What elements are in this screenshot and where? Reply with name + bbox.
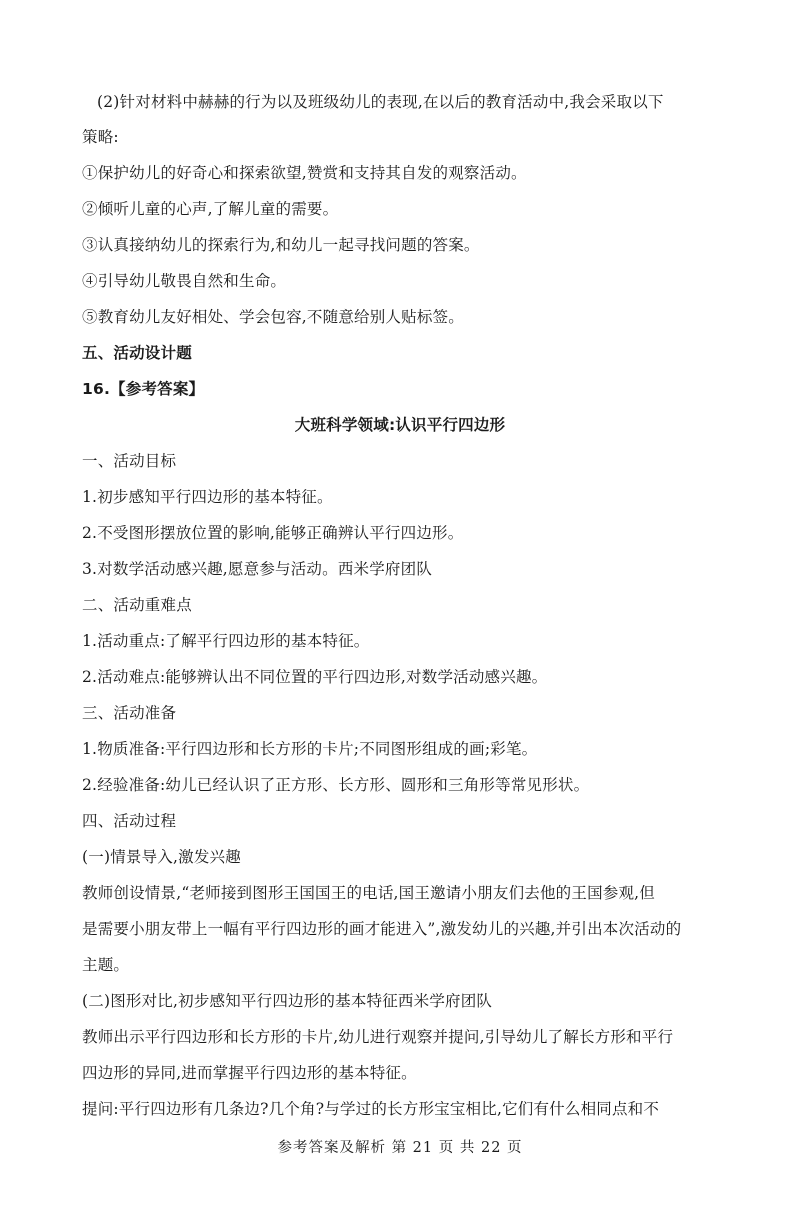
heading-activity-preparation: 三、活动准备 [82,704,177,722]
heading-activity-process: 四、活动过程 [82,812,177,830]
experience-preparation: 2.经验准备:幼儿已经认识了正方形、长方形、圆形和三角形等常见形状。 [82,776,590,794]
process-step-1-text-cont: 是需要小朋友带上一幅有平行四边形的画才能进入”,激发幼儿的兴趣,并引出本次活动的 [82,920,682,938]
goal-1: 1.初步感知平行四边形的基本特征。 [82,488,333,506]
question-16-answer-label: 16.【参考答案】 [82,380,205,398]
strategy-4: ④引导幼儿敬畏自然和生命。 [82,272,287,290]
process-step-2-text-cont: 四边形的异同,进而掌握平行四边形的基本特征。 [82,1064,417,1082]
answer-part-2-intro: (2)针对材料中赫赫的行为以及班级幼儿的表现,在以后的教育活动中,我会采取以下 [97,93,664,111]
heading-activity-goals: 一、活动目标 [82,452,177,470]
process-step-1-heading: (一)情景导入,激发兴趣 [82,848,241,866]
goal-3: 3.对数学活动感兴趣,愿意参与活动。西米学府团队 [82,560,433,578]
process-step-1-text: 教师创设情景,“老师接到图形王国国王的电话,国王邀请小朋友们去他的王国参观,但 [82,884,656,902]
strategy-1: ①保护幼儿的好奇心和探索欲望,赞赏和支持其自发的观察活动。 [82,164,527,182]
strategy-5: ⑤教育幼儿友好相处、学会包容,不随意给别人贴标签。 [82,308,464,326]
goal-2: 2.不受图形摆放位置的影响,能够正确辨认平行四边形。 [82,524,464,542]
process-step-2-heading: (二)图形对比,初步感知平行四边形的基本特征西米学府团队 [82,992,493,1010]
key-point: 1.活动重点:了解平行四边形的基本特征。 [82,632,370,650]
difficult-point: 2.活动难点:能够辨认出不同位置的平行四边形,对数学活动感兴趣。 [82,668,548,686]
process-step-2-text: 教师出示平行四边形和长方形的卡片,幼儿进行观察并提问,引导幼儿了解长方形和平行 [82,1028,674,1046]
process-step-2-question: 提问:平行四边形有几条边?几个角?与学过的长方形宝宝相比,它们有什么相同点和不 [82,1100,660,1118]
material-preparation: 1.物质准备:平行四边形和长方形的卡片;不同图形组成的画;彩笔。 [82,740,538,758]
answer-part-2-intro-cont: 策略: [82,128,119,146]
strategy-2: ②倾听儿童的心声,了解儿童的需要。 [82,200,339,218]
heading-key-difficult-points: 二、活动重难点 [82,596,192,614]
section-heading-activity-design: 五、活动设计题 [82,344,192,362]
activity-title: 大班科学领域:认识平行四边形 [294,416,506,434]
process-step-1-text-end: 主题。 [82,956,130,974]
strategy-3: ③认真接纳幼儿的探索行为,和幼儿一起寻找问题的答案。 [82,236,480,254]
page-footer: 参考答案及解析 第 21 页 共 22 页 [277,1140,523,1156]
